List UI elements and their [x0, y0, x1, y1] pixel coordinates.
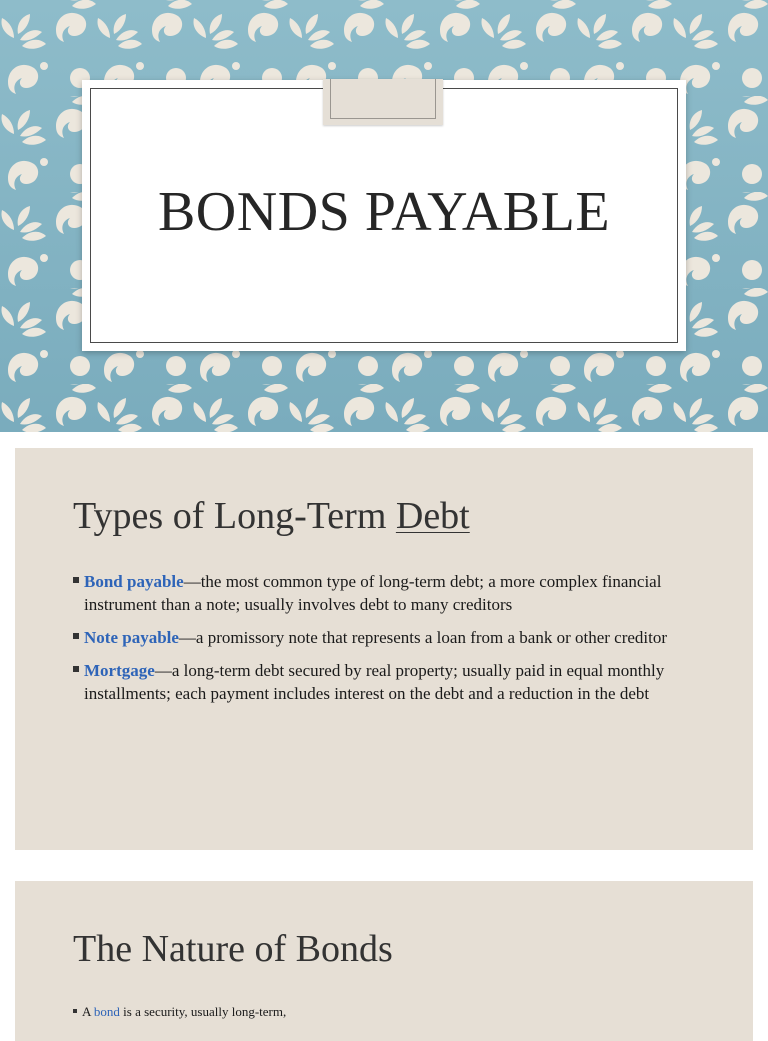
bullet-term: bond	[93, 1004, 120, 1019]
bullet-term: Note payable	[84, 628, 179, 647]
slide-types-of-debt	[15, 448, 753, 850]
bullet-text: —a long-term debt secured by real property; usually paid in equal monthly installments; each payment includes interest on the debt and a reduction in the debt	[84, 661, 665, 703]
title-card	[82, 80, 686, 351]
list-item	[73, 1003, 693, 1020]
bullet-text: is a security, usually long-term,	[119, 1004, 287, 1019]
slide-nature-of-bonds	[15, 881, 753, 1041]
bullet-square-icon	[73, 1009, 77, 1013]
bullet-text: —the most common type of long-term debt; a more complex financial instrument than a note; usually involves debt to many creditors	[84, 572, 662, 614]
bullet-list	[73, 570, 693, 715]
list-item	[73, 570, 693, 616]
slide-heading: The Nature of Bonds	[73, 928, 393, 970]
bullet-list	[73, 1003, 693, 1020]
bullet-term: Mortgage	[84, 661, 155, 680]
bullet-term: Bond payable	[84, 572, 184, 591]
bullet-prefix: A	[82, 1004, 94, 1019]
slide-heading	[73, 494, 470, 538]
list-item	[73, 626, 693, 649]
bullet-square-icon	[73, 577, 79, 583]
list-item	[73, 659, 693, 705]
heading-prefix: Types of Long-Term	[73, 495, 396, 537]
bullet-square-icon	[73, 666, 79, 672]
title-slide	[0, 0, 768, 432]
slide-title: BONDS PAYABLE	[157, 181, 611, 243]
bullet-square-icon	[73, 633, 79, 639]
title-tab-decoration	[323, 79, 443, 125]
heading-underlined-word: Debt	[395, 495, 470, 537]
bullet-text: —a promissory note that represents a loan from a bank or other creditor	[178, 628, 668, 647]
